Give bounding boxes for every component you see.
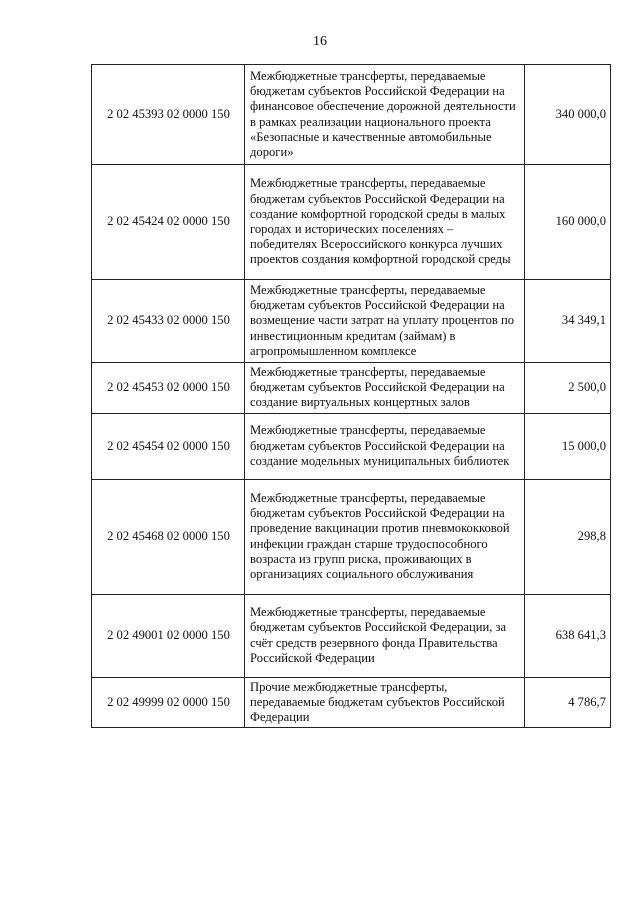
budget-table [91,64,611,728]
budget-code-cell: 2 02 45393 02 0000 150 [92,65,245,165]
table-row [92,594,611,677]
transfer-name-cell: Межбюджетные трансферты, передаваемые бюджетам субъектов Российской Федерации на создание комфортной городской среды в малых городах и исторических поселениях – победителях Всероссийского конкурса лучших проектов создания комфортной городской среды [245,165,525,280]
table-row [92,65,611,165]
transfer-name-cell: Межбюджетные трансферты, передаваемые бюджетам субъектов Российской Федерации, за счёт средств резервного фонда Правительства Российской Федерации [245,594,525,677]
transfer-name-cell: Прочие межбюджетные трансферты, передаваемые бюджетам субъектов Российской Федерации [245,677,525,728]
transfer-name-cell: Межбюджетные трансферты, передаваемые бюджетам субъектов Российской Федерации на проведение вакцинации против пневмококковой инфекции граждан старше трудоспособного возраста из групп риска, проживающих в организациях социального обслуживания [245,479,525,594]
budget-code-cell: 2 02 45454 02 0000 150 [92,413,245,479]
table-row [92,363,611,414]
table-row [92,479,611,594]
amount-cell: 298,8 [525,479,611,594]
transfer-name-cell: Межбюджетные трансферты, передаваемые бюджетам субъектов Российской Федерации на создание виртуальных концертных залов [245,363,525,414]
table-row [92,677,611,728]
budget-code-cell: 2 02 45453 02 0000 150 [92,363,245,414]
table-row [92,280,611,363]
page-number: 16 [313,34,327,49]
amount-cell: 638 641,3 [525,594,611,677]
amount-cell: 34 349,1 [525,280,611,363]
table-row [92,413,611,479]
transfer-name-cell: Межбюджетные трансферты, передаваемые бюджетам субъектов Российской Федерации на финансовое обеспечение дорожной деятельности в рамках реализации национального проекта «Безопасные и качественные автомобильные дороги» [245,65,525,165]
transfer-name-cell: Межбюджетные трансферты, передаваемые бюджетам субъектов Российской Федерации на создание модельных муниципальных библиотек [245,413,525,479]
amount-cell: 160 000,0 [525,165,611,280]
amount-cell: 15 000,0 [525,413,611,479]
budget-code-cell: 2 02 49999 02 0000 150 [92,677,245,728]
budget-code-cell: 2 02 45468 02 0000 150 [92,479,245,594]
transfer-name-cell: Межбюджетные трансферты, передаваемые бюджетам субъектов Российской Федерации на возмещение части затрат на уплату процентов по инвестиционным кредитам (займам) в агропромышленном комплексе [245,280,525,363]
amount-cell: 4 786,7 [525,677,611,728]
budget-code-cell: 2 02 45433 02 0000 150 [92,280,245,363]
amount-cell: 340 000,0 [525,65,611,165]
table-row [92,165,611,280]
budget-code-cell: 2 02 45424 02 0000 150 [92,165,245,280]
budget-code-cell: 2 02 49001 02 0000 150 [92,594,245,677]
amount-cell: 2 500,0 [525,363,611,414]
